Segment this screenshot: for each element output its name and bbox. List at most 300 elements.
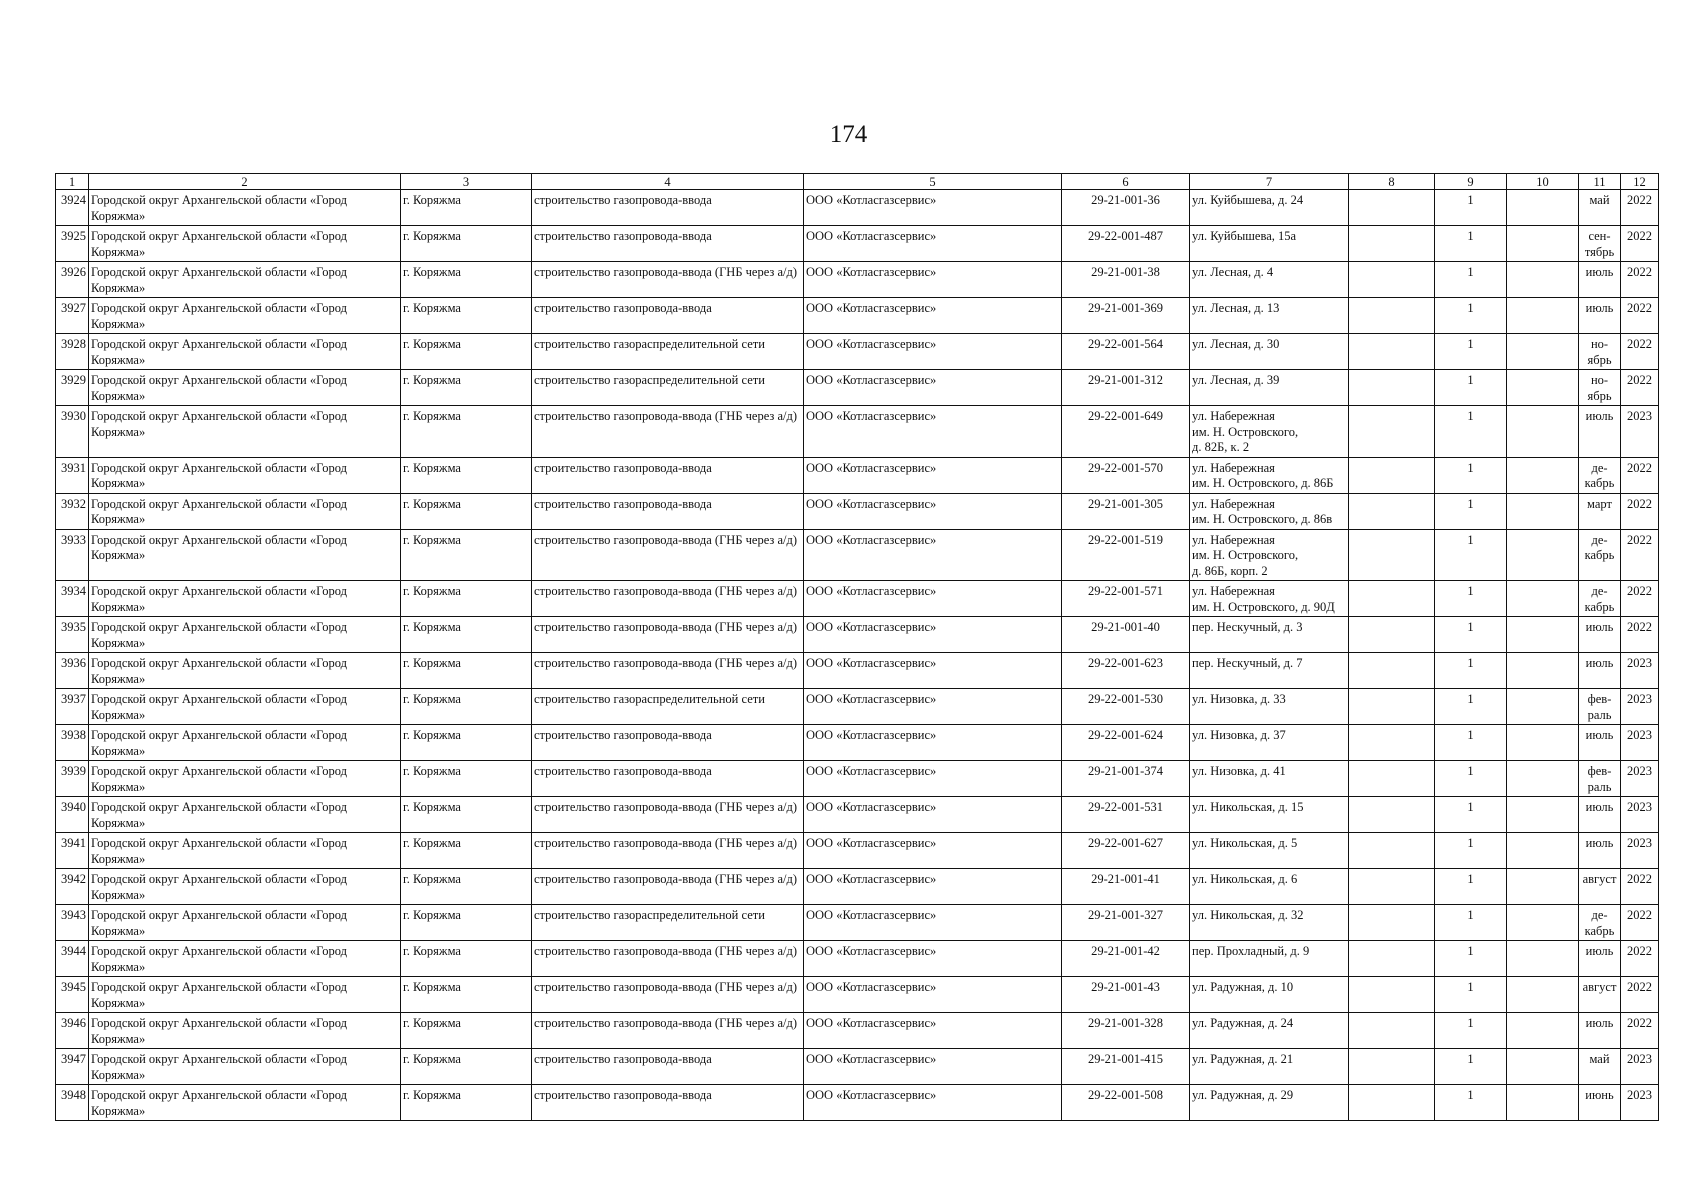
year-cell: 2022 xyxy=(1621,334,1659,370)
quantity-cell: 1 xyxy=(1435,653,1507,689)
header-row xyxy=(56,174,1659,190)
organization-cell: ООО «Котласгазсервис» xyxy=(804,1085,1062,1121)
address-cell: пер. Прохладный, д. 9 xyxy=(1190,941,1349,977)
object-code-cell: 29-21-001-312 xyxy=(1062,370,1190,406)
city-cell: г. Коряжма xyxy=(401,977,532,1013)
quantity-cell: 1 xyxy=(1435,1013,1507,1049)
column-header: 10 xyxy=(1507,174,1579,190)
object-code-cell: 29-21-001-38 xyxy=(1062,262,1190,298)
address-cell: ул. Лесная, д. 30 xyxy=(1190,334,1349,370)
organization-cell: ООО «Котласгазсервис» xyxy=(804,581,1062,617)
quantity-cell: 1 xyxy=(1435,457,1507,493)
table-row xyxy=(56,298,1659,334)
column-header: 1 xyxy=(56,174,89,190)
column-10-cell xyxy=(1507,370,1579,406)
organization-cell: ООО «Котласгазсервис» xyxy=(804,689,1062,725)
address-cell: ул. Никольская, д. 15 xyxy=(1190,797,1349,833)
object-code-cell: 29-22-001-624 xyxy=(1062,725,1190,761)
work-type-cell: строительство газопровода-ввода (ГНБ через а/д) xyxy=(532,581,804,617)
column-8-cell xyxy=(1349,725,1435,761)
row-number: 3934 xyxy=(56,581,89,617)
row-number: 3947 xyxy=(56,1049,89,1085)
organization-cell: ООО «Котласгазсервис» xyxy=(804,869,1062,905)
year-cell: 2022 xyxy=(1621,190,1659,226)
month-cell: март xyxy=(1579,493,1621,529)
organization-cell: ООО «Котласгазсервис» xyxy=(804,190,1062,226)
row-number: 3936 xyxy=(56,653,89,689)
column-header: 11 xyxy=(1579,174,1621,190)
table-row xyxy=(56,941,1659,977)
year-cell: 2023 xyxy=(1621,406,1659,458)
column-8-cell xyxy=(1349,833,1435,869)
address-cell: ул. Набережная им. Н. Островского, д. 86в xyxy=(1190,493,1349,529)
object-code-cell: 29-22-001-649 xyxy=(1062,406,1190,458)
row-number: 3930 xyxy=(56,406,89,458)
city-cell: г. Коряжма xyxy=(401,334,532,370)
object-code-cell: 29-21-001-305 xyxy=(1062,493,1190,529)
column-10-cell xyxy=(1507,941,1579,977)
row-number: 3941 xyxy=(56,833,89,869)
object-code-cell: 29-21-001-374 xyxy=(1062,761,1190,797)
column-8-cell xyxy=(1349,298,1435,334)
month-cell: август xyxy=(1579,977,1621,1013)
column-8-cell xyxy=(1349,689,1435,725)
row-number: 3932 xyxy=(56,493,89,529)
object-code-cell: 29-21-001-40 xyxy=(1062,617,1190,653)
district-cell: Городской округ Архангельской области «Город Коряжма» xyxy=(89,653,401,689)
work-type-cell: строительство газопровода-ввода xyxy=(532,457,804,493)
work-type-cell: строительство газораспределительной сети xyxy=(532,370,804,406)
table-row xyxy=(56,1085,1659,1121)
column-10-cell xyxy=(1507,725,1579,761)
year-cell: 2023 xyxy=(1621,761,1659,797)
column-10-cell xyxy=(1507,493,1579,529)
city-cell: г. Коряжма xyxy=(401,406,532,458)
organization-cell: ООО «Котласгазсервис» xyxy=(804,833,1062,869)
district-cell: Городской округ Архангельской области «Город Коряжма» xyxy=(89,370,401,406)
table-row xyxy=(56,797,1659,833)
table-row xyxy=(56,226,1659,262)
city-cell: г. Коряжма xyxy=(401,833,532,869)
address-cell: ул. Низовка, д. 41 xyxy=(1190,761,1349,797)
column-8-cell xyxy=(1349,581,1435,617)
district-cell: Городской округ Архангельской области «Город Коряжма» xyxy=(89,941,401,977)
month-cell: июнь xyxy=(1579,1085,1621,1121)
address-cell: ул. Набережная им. Н. Островского, д. 86Б xyxy=(1190,457,1349,493)
month-cell: сен- тябрь xyxy=(1579,226,1621,262)
district-cell: Городской округ Архангельской области «Город Коряжма» xyxy=(89,977,401,1013)
work-type-cell: строительство газопровода-ввода (ГНБ через а/д) xyxy=(532,406,804,458)
organization-cell: ООО «Котласгазсервис» xyxy=(804,493,1062,529)
column-8-cell xyxy=(1349,1013,1435,1049)
city-cell: г. Коряжма xyxy=(401,298,532,334)
column-10-cell xyxy=(1507,905,1579,941)
month-cell: июль xyxy=(1579,406,1621,458)
address-cell: ул. Никольская, д. 32 xyxy=(1190,905,1349,941)
column-8-cell xyxy=(1349,190,1435,226)
year-cell: 2023 xyxy=(1621,653,1659,689)
month-cell: май xyxy=(1579,1049,1621,1085)
work-type-cell: строительство газопровода-ввода (ГНБ через а/д) xyxy=(532,529,804,581)
table-row xyxy=(56,653,1659,689)
city-cell: г. Коряжма xyxy=(401,617,532,653)
address-cell: ул. Никольская, д. 6 xyxy=(1190,869,1349,905)
column-8-cell xyxy=(1349,457,1435,493)
table-row xyxy=(56,977,1659,1013)
address-cell: ул. Набережная им. Н. Островского, д. 90Д xyxy=(1190,581,1349,617)
column-10-cell xyxy=(1507,977,1579,1013)
year-cell: 2022 xyxy=(1621,226,1659,262)
column-10-cell xyxy=(1507,653,1579,689)
year-cell: 2022 xyxy=(1621,617,1659,653)
year-cell: 2022 xyxy=(1621,581,1659,617)
quantity-cell: 1 xyxy=(1435,262,1507,298)
row-number: 3945 xyxy=(56,977,89,1013)
work-type-cell: строительство газопровода-ввода (ГНБ через а/д) xyxy=(532,617,804,653)
city-cell: г. Коряжма xyxy=(401,869,532,905)
organization-cell: ООО «Котласгазсервис» xyxy=(804,226,1062,262)
organization-cell: ООО «Котласгазсервис» xyxy=(804,1049,1062,1085)
table-row xyxy=(56,406,1659,458)
city-cell: г. Коряжма xyxy=(401,1013,532,1049)
work-type-cell: строительство газопровода-ввода xyxy=(532,298,804,334)
work-type-cell: строительство газопровода-ввода (ГНБ через а/д) xyxy=(532,941,804,977)
object-code-cell: 29-22-001-564 xyxy=(1062,334,1190,370)
month-cell: фев- раль xyxy=(1579,761,1621,797)
district-cell: Городской округ Архангельской области «Город Коряжма» xyxy=(89,869,401,905)
object-code-cell: 29-22-001-508 xyxy=(1062,1085,1190,1121)
year-cell: 2022 xyxy=(1621,905,1659,941)
organization-cell: ООО «Котласгазсервис» xyxy=(804,617,1062,653)
row-number: 3938 xyxy=(56,725,89,761)
gasification-register-table xyxy=(55,173,1659,1121)
month-cell: июль xyxy=(1579,833,1621,869)
city-cell: г. Коряжма xyxy=(401,905,532,941)
table-row xyxy=(56,1049,1659,1085)
column-header: 4 xyxy=(532,174,804,190)
city-cell: г. Коряжма xyxy=(401,493,532,529)
month-cell: июль xyxy=(1579,298,1621,334)
column-10-cell xyxy=(1507,406,1579,458)
column-10-cell xyxy=(1507,457,1579,493)
quantity-cell: 1 xyxy=(1435,797,1507,833)
column-8-cell xyxy=(1349,977,1435,1013)
month-cell: июль xyxy=(1579,1013,1621,1049)
column-8-cell xyxy=(1349,1085,1435,1121)
address-cell: ул. Куйбышева, д. 24 xyxy=(1190,190,1349,226)
row-number: 3927 xyxy=(56,298,89,334)
table-row xyxy=(56,190,1659,226)
table-row xyxy=(56,617,1659,653)
column-header: 2 xyxy=(89,174,401,190)
column-10-cell xyxy=(1507,797,1579,833)
work-type-cell: строительство газопровода-ввода xyxy=(532,226,804,262)
city-cell: г. Коряжма xyxy=(401,190,532,226)
object-code-cell: 29-22-001-487 xyxy=(1062,226,1190,262)
address-cell: ул. Низовка, д. 37 xyxy=(1190,725,1349,761)
year-cell: 2023 xyxy=(1621,725,1659,761)
object-code-cell: 29-21-001-369 xyxy=(1062,298,1190,334)
organization-cell: ООО «Котласгазсервис» xyxy=(804,1013,1062,1049)
month-cell: июль xyxy=(1579,725,1621,761)
quantity-cell: 1 xyxy=(1435,298,1507,334)
address-cell: ул. Куйбышева, 15а xyxy=(1190,226,1349,262)
address-cell: ул. Радужная, д. 29 xyxy=(1190,1085,1349,1121)
city-cell: г. Коряжма xyxy=(401,1049,532,1085)
city-cell: г. Коряжма xyxy=(401,761,532,797)
organization-cell: ООО «Котласгазсервис» xyxy=(804,905,1062,941)
organization-cell: ООО «Котласгазсервис» xyxy=(804,977,1062,1013)
district-cell: Городской округ Архангельской области «Город Коряжма» xyxy=(89,406,401,458)
month-cell: май xyxy=(1579,190,1621,226)
city-cell: г. Коряжма xyxy=(401,529,532,581)
year-cell: 2022 xyxy=(1621,529,1659,581)
column-8-cell xyxy=(1349,797,1435,833)
object-code-cell: 29-22-001-531 xyxy=(1062,797,1190,833)
column-10-cell xyxy=(1507,334,1579,370)
address-cell: ул. Набережная им. Н. Островского, д. 82Б, к. 2 xyxy=(1190,406,1349,458)
year-cell: 2022 xyxy=(1621,1013,1659,1049)
city-cell: г. Коряжма xyxy=(401,941,532,977)
district-cell: Городской округ Архангельской области «Город Коряжма» xyxy=(89,262,401,298)
district-cell: Городской округ Архангельской области «Город Коряжма» xyxy=(89,529,401,581)
table-row xyxy=(56,761,1659,797)
quantity-cell: 1 xyxy=(1435,833,1507,869)
work-type-cell: строительство газопровода-ввода (ГНБ через а/д) xyxy=(532,653,804,689)
district-cell: Городской округ Архангельской области «Город Коряжма» xyxy=(89,761,401,797)
city-cell: г. Коряжма xyxy=(401,725,532,761)
quantity-cell: 1 xyxy=(1435,689,1507,725)
address-cell: ул. Лесная, д. 4 xyxy=(1190,262,1349,298)
column-header: 12 xyxy=(1621,174,1659,190)
year-cell: 2022 xyxy=(1621,370,1659,406)
column-header: 9 xyxy=(1435,174,1507,190)
address-cell: ул. Лесная, д. 13 xyxy=(1190,298,1349,334)
column-10-cell xyxy=(1507,581,1579,617)
column-8-cell xyxy=(1349,226,1435,262)
organization-cell: ООО «Котласгазсервис» xyxy=(804,761,1062,797)
year-cell: 2022 xyxy=(1621,977,1659,1013)
row-number: 3944 xyxy=(56,941,89,977)
district-cell: Городской округ Архангельской области «Город Коряжма» xyxy=(89,1085,401,1121)
column-header: 3 xyxy=(401,174,532,190)
year-cell: 2023 xyxy=(1621,689,1659,725)
column-8-cell xyxy=(1349,406,1435,458)
address-cell: пер. Нескучный, д. 7 xyxy=(1190,653,1349,689)
district-cell: Городской округ Архангельской области «Город Коряжма» xyxy=(89,298,401,334)
table-row xyxy=(56,529,1659,581)
work-type-cell: строительство газопровода-ввода xyxy=(532,725,804,761)
district-cell: Городской округ Архангельской области «Город Коряжма» xyxy=(89,226,401,262)
row-number: 3940 xyxy=(56,797,89,833)
table-row xyxy=(56,905,1659,941)
row-number: 3946 xyxy=(56,1013,89,1049)
table-row xyxy=(56,833,1659,869)
month-cell: де- кабрь xyxy=(1579,457,1621,493)
city-cell: г. Коряжма xyxy=(401,226,532,262)
row-number: 3933 xyxy=(56,529,89,581)
month-cell: июль xyxy=(1579,617,1621,653)
column-8-cell xyxy=(1349,493,1435,529)
year-cell: 2022 xyxy=(1621,493,1659,529)
month-cell: август xyxy=(1579,869,1621,905)
work-type-cell: строительство газопровода-ввода xyxy=(532,190,804,226)
object-code-cell: 29-22-001-570 xyxy=(1062,457,1190,493)
quantity-cell: 1 xyxy=(1435,617,1507,653)
table-header xyxy=(56,174,1659,190)
work-type-cell: строительство газораспределительной сети xyxy=(532,689,804,725)
column-10-cell xyxy=(1507,529,1579,581)
column-10-cell xyxy=(1507,617,1579,653)
quantity-cell: 1 xyxy=(1435,1049,1507,1085)
table-row xyxy=(56,457,1659,493)
object-code-cell: 29-21-001-41 xyxy=(1062,869,1190,905)
column-8-cell xyxy=(1349,617,1435,653)
column-10-cell xyxy=(1507,262,1579,298)
table-row xyxy=(56,725,1659,761)
row-number: 3924 xyxy=(56,190,89,226)
column-8-cell xyxy=(1349,653,1435,689)
month-cell: де- кабрь xyxy=(1579,581,1621,617)
year-cell: 2023 xyxy=(1621,1085,1659,1121)
quantity-cell: 1 xyxy=(1435,493,1507,529)
address-cell: пер. Нескучный, д. 3 xyxy=(1190,617,1349,653)
object-code-cell: 29-21-001-327 xyxy=(1062,905,1190,941)
quantity-cell: 1 xyxy=(1435,334,1507,370)
city-cell: г. Коряжма xyxy=(401,581,532,617)
district-cell: Городской округ Архангельской области «Город Коряжма» xyxy=(89,581,401,617)
organization-cell: ООО «Котласгазсервис» xyxy=(804,529,1062,581)
year-cell: 2023 xyxy=(1621,1049,1659,1085)
district-cell: Городской округ Архангельской области «Город Коряжма» xyxy=(89,190,401,226)
month-cell: де- кабрь xyxy=(1579,529,1621,581)
work-type-cell: строительство газопровода-ввода xyxy=(532,1085,804,1121)
column-8-cell xyxy=(1349,869,1435,905)
object-code-cell: 29-21-001-42 xyxy=(1062,941,1190,977)
month-cell: но- ябрь xyxy=(1579,334,1621,370)
work-type-cell: строительство газораспределительной сети xyxy=(532,334,804,370)
row-number: 3929 xyxy=(56,370,89,406)
quantity-cell: 1 xyxy=(1435,581,1507,617)
row-number: 3943 xyxy=(56,905,89,941)
quantity-cell: 1 xyxy=(1435,761,1507,797)
year-cell: 2022 xyxy=(1621,941,1659,977)
work-type-cell: строительство газопровода-ввода xyxy=(532,761,804,797)
month-cell: фев- раль xyxy=(1579,689,1621,725)
month-cell: июль xyxy=(1579,941,1621,977)
city-cell: г. Коряжма xyxy=(401,457,532,493)
row-number: 3928 xyxy=(56,334,89,370)
month-cell: но- ябрь xyxy=(1579,370,1621,406)
table-row xyxy=(56,370,1659,406)
work-type-cell: строительство газопровода-ввода (ГНБ через а/д) xyxy=(532,797,804,833)
column-header: 8 xyxy=(1349,174,1435,190)
quantity-cell: 1 xyxy=(1435,406,1507,458)
quantity-cell: 1 xyxy=(1435,1085,1507,1121)
table-row xyxy=(56,869,1659,905)
row-number: 3942 xyxy=(56,869,89,905)
district-cell: Городской округ Архангельской области «Город Коряжма» xyxy=(89,457,401,493)
object-code-cell: 29-21-001-43 xyxy=(1062,977,1190,1013)
table-row xyxy=(56,493,1659,529)
district-cell: Городской округ Архангельской области «Город Коряжма» xyxy=(89,1049,401,1085)
column-8-cell xyxy=(1349,370,1435,406)
year-cell: 2022 xyxy=(1621,869,1659,905)
column-8-cell xyxy=(1349,1049,1435,1085)
table-row xyxy=(56,1013,1659,1049)
organization-cell: ООО «Котласгазсервис» xyxy=(804,725,1062,761)
table-row xyxy=(56,334,1659,370)
year-cell: 2022 xyxy=(1621,457,1659,493)
column-8-cell xyxy=(1349,905,1435,941)
column-10-cell xyxy=(1507,190,1579,226)
city-cell: г. Коряжма xyxy=(401,262,532,298)
quantity-cell: 1 xyxy=(1435,977,1507,1013)
district-cell: Городской округ Архангельской области «Город Коряжма» xyxy=(89,493,401,529)
object-code-cell: 29-22-001-623 xyxy=(1062,653,1190,689)
table-row xyxy=(56,689,1659,725)
month-cell: де- кабрь xyxy=(1579,905,1621,941)
year-cell: 2022 xyxy=(1621,298,1659,334)
quantity-cell: 1 xyxy=(1435,869,1507,905)
city-cell: г. Коряжма xyxy=(401,689,532,725)
organization-cell: ООО «Котласгазсервис» xyxy=(804,457,1062,493)
row-number: 3935 xyxy=(56,617,89,653)
column-8-cell xyxy=(1349,761,1435,797)
city-cell: г. Коряжма xyxy=(401,653,532,689)
work-type-cell: строительство газопровода-ввода (ГНБ через а/д) xyxy=(532,869,804,905)
city-cell: г. Коряжма xyxy=(401,370,532,406)
address-cell: ул. Лесная, д. 39 xyxy=(1190,370,1349,406)
table-row xyxy=(56,262,1659,298)
column-8-cell xyxy=(1349,334,1435,370)
organization-cell: ООО «Котласгазсервис» xyxy=(804,406,1062,458)
organization-cell: ООО «Котласгазсервис» xyxy=(804,653,1062,689)
month-cell: июль xyxy=(1579,653,1621,689)
month-cell: июль xyxy=(1579,797,1621,833)
object-code-cell: 29-22-001-627 xyxy=(1062,833,1190,869)
address-cell: ул. Никольская, д. 5 xyxy=(1190,833,1349,869)
object-code-cell: 29-22-001-571 xyxy=(1062,581,1190,617)
table-body xyxy=(56,190,1659,1121)
column-10-cell xyxy=(1507,869,1579,905)
column-10-cell xyxy=(1507,689,1579,725)
district-cell: Городской округ Архангельской области «Город Коряжма» xyxy=(89,1013,401,1049)
district-cell: Городской округ Архангельской области «Город Коряжма» xyxy=(89,797,401,833)
table-row xyxy=(56,581,1659,617)
city-cell: г. Коряжма xyxy=(401,797,532,833)
year-cell: 2022 xyxy=(1621,262,1659,298)
column-10-cell xyxy=(1507,833,1579,869)
address-cell: ул. Набережная им. Н. Островского, д. 86Б, корп. 2 xyxy=(1190,529,1349,581)
column-header: 7 xyxy=(1190,174,1349,190)
page-number: 174 xyxy=(829,121,868,148)
quantity-cell: 1 xyxy=(1435,725,1507,761)
organization-cell: ООО «Котласгазсервис» xyxy=(804,797,1062,833)
quantity-cell: 1 xyxy=(1435,226,1507,262)
work-type-cell: строительство газораспределительной сети xyxy=(532,905,804,941)
organization-cell: ООО «Котласгазсервис» xyxy=(804,941,1062,977)
organization-cell: ООО «Котласгазсервис» xyxy=(804,370,1062,406)
column-8-cell xyxy=(1349,262,1435,298)
object-code-cell: 29-21-001-415 xyxy=(1062,1049,1190,1085)
row-number: 3926 xyxy=(56,262,89,298)
column-8-cell xyxy=(1349,941,1435,977)
quantity-cell: 1 xyxy=(1435,941,1507,977)
column-10-cell xyxy=(1507,298,1579,334)
address-cell: ул. Радужная, д. 24 xyxy=(1190,1013,1349,1049)
object-code-cell: 29-21-001-328 xyxy=(1062,1013,1190,1049)
